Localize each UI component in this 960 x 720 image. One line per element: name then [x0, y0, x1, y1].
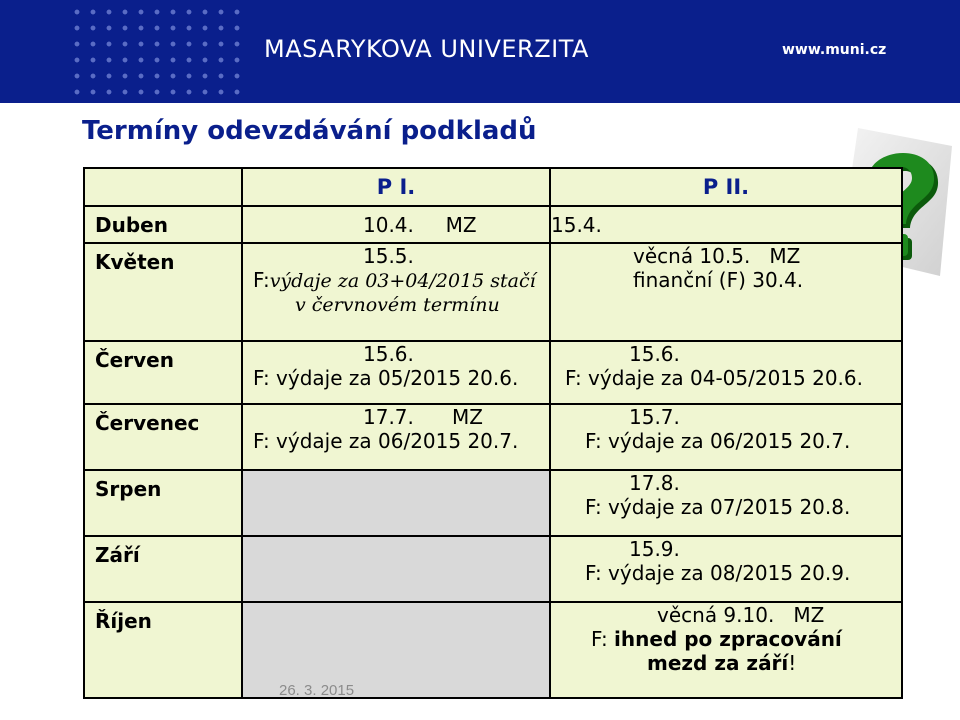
col-header-p2: P II.: [550, 168, 902, 206]
p2-cell: 15.7. F: výdaje za 06/2015 20.7.: [550, 404, 902, 470]
dot-pattern-logo: [66, 0, 246, 103]
p2-cell: 15.4.: [550, 206, 902, 243]
p1-cell: 15.6. F: výdaje za 05/2015 20.6.: [242, 341, 550, 404]
p2-cell: 15.9. F: výdaje za 08/2015 20.9.: [550, 536, 902, 602]
deadlines-table: [83, 167, 903, 699]
month-label: Duben: [84, 206, 242, 243]
month-label: Srpen: [84, 470, 242, 536]
p1-cell: 15.5. F:výdaje za 03+04/2015 stačí v červnovém termínu: [242, 243, 550, 341]
p1-cell: 10.4. MZ: [242, 206, 550, 243]
header-bar: [0, 0, 960, 103]
month-label: Květen: [84, 243, 242, 341]
footer-date: 26. 3. 2015: [279, 682, 355, 699]
header-empty-cell: [84, 168, 242, 206]
p2-cell: věcná 9.10. MZ F: ihned po zpracování mezd za září!: [550, 602, 902, 698]
university-name: MASARYKOVA UNIVERZITA: [264, 35, 589, 63]
month-label: Červen: [84, 341, 242, 404]
p2-cell: 15.6. F: výdaje za 04-05/2015 20.6.: [550, 341, 902, 404]
month-label: Červenec: [84, 404, 242, 470]
col-header-p1: P I.: [242, 168, 550, 206]
p1-cell: 17.7. MZ F: výdaje za 06/2015 20.7.: [242, 404, 550, 470]
p1-cell-empty: [242, 470, 550, 536]
p2-cell: 17.8. F: výdaje za 07/2015 20.8.: [550, 470, 902, 536]
page-title: Termíny odevzdávání podkladů: [82, 116, 537, 146]
p2-cell: věcná 10.5. MZ finanční (F) 30.4.: [550, 243, 902, 341]
p1-cell-empty: [242, 536, 550, 602]
month-label: Září: [84, 536, 242, 602]
month-label: Říjen: [84, 602, 242, 698]
website-link[interactable]: www.muni.cz: [782, 42, 887, 58]
